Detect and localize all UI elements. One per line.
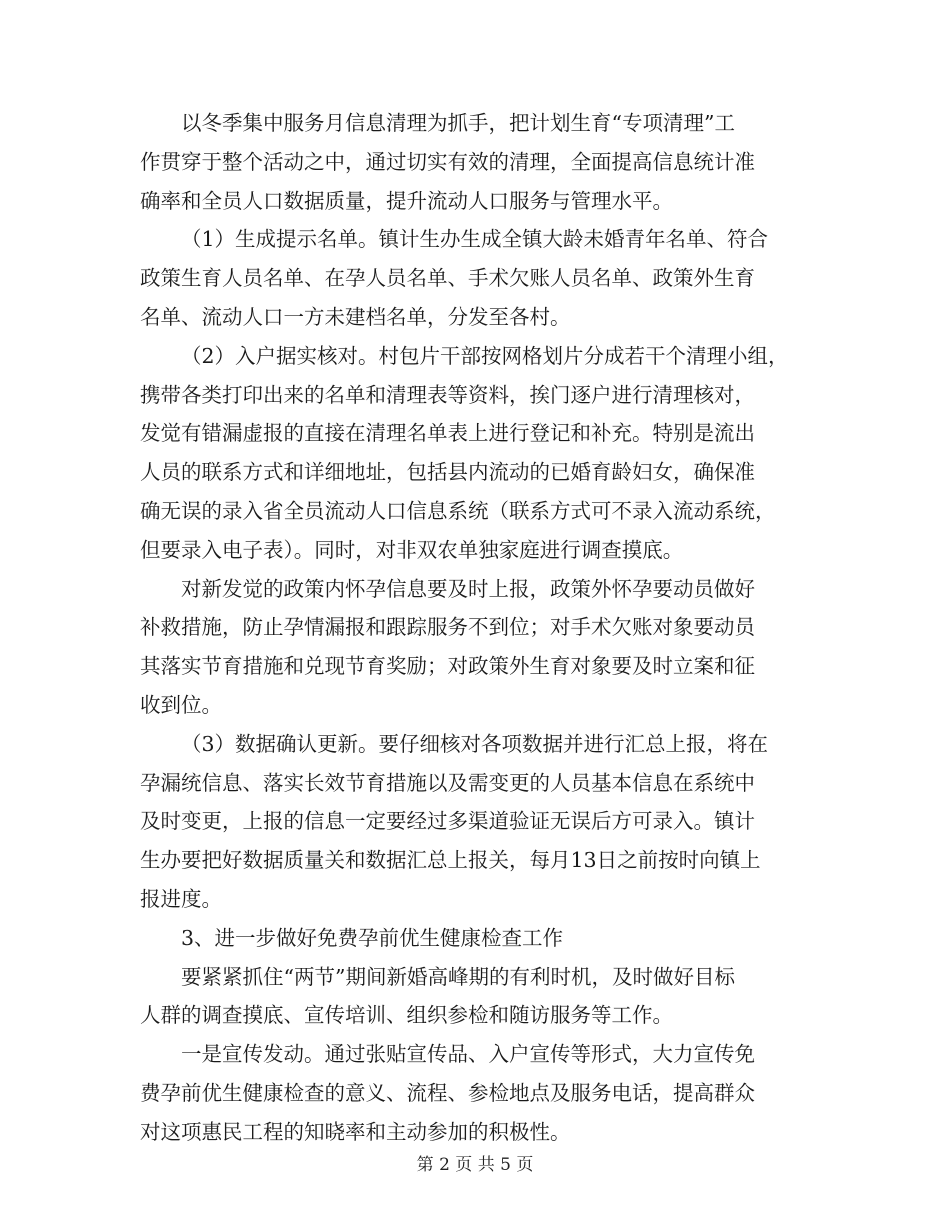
text-line: 对新发觉的政策内怀孕信息要及时上报，政策外怀孕要动员做好: [181, 576, 755, 601]
text-line: 确率和全员人口数据质量，提升流动人口服务与管理水平。: [140, 188, 673, 213]
paragraph-4: [140, 570, 810, 725]
text-line: 作贯穿于整个活动之中，通过切实有效的清理，全面提高信息统计准: [140, 149, 755, 174]
text-line: 及时变更，上报的信息一定要经过多渠道验证无误后方可录入。镇计: [140, 809, 755, 834]
text-line: 3、进一步做好免费孕前优生健康检查工作: [181, 925, 564, 950]
text-line: 费孕前优生健康检查的意义、流程、参检地点及服务电话，提高群众: [140, 1080, 755, 1105]
paragraph-5: [140, 725, 810, 919]
text-line: 孕漏统信息、落实长效节育措施以及需变更的人员基本信息在系统中: [140, 770, 755, 795]
text-line: 补救措施，防止孕情漏报和跟踪服务不到位；对手术欠账对象要动员: [140, 615, 755, 640]
text-line: （3）数据确认更新。要仔细核对各项数据并进行汇总上报，将在: [181, 731, 769, 756]
text-line: 但要录入电子表）。同时，对非双农单独家庭进行调查摸底。: [140, 537, 684, 562]
text-line: 收到位。: [140, 692, 222, 717]
text-line: 报进度。: [140, 886, 222, 911]
text-line: 其落实节育措施和兑现节育奖励；对政策外生育对象要及时立案和征: [140, 654, 755, 679]
paragraph-7: [140, 958, 810, 1036]
text-line: 人群的调查摸底、宣传培训、组织参检和随访服务等工作。: [140, 1003, 673, 1028]
paragraph-8: [140, 1035, 810, 1151]
paragraph-2: [140, 220, 810, 336]
text-line: 以冬季集中服务月信息清理为抓手，把计划生育“专项清理”工: [181, 111, 735, 135]
document-body: [140, 104, 810, 1152]
paragraph-1: [140, 104, 810, 220]
text-line: 名单、流动人口一方未建档名单，分发至各村。: [140, 304, 571, 329]
text-line: 人员的联系方式和详细地址，包括县内流动的已婚育龄妇女，确保准: [140, 460, 755, 485]
text-line: 携带各类打印出来的名单和清理表等资料，挨门逐户进行清理核对，: [140, 382, 755, 407]
section-heading: [140, 919, 810, 958]
text-line: （1）生成提示名单。镇计生办生成全镇大龄未婚青年名单、符合: [181, 227, 769, 252]
text-line: 要紧紧抓住“两节”期间新婚高峰期的有利时机，及时做好目标: [181, 964, 735, 989]
text-line: 一是宣传发动。通过张贴宣传品、入户宣传等形式，大力宣传免: [181, 1042, 755, 1067]
page-number-footer: 第 2 页 共 5 页: [416, 1155, 534, 1175]
paragraph-3: [140, 337, 810, 570]
text-line: （2）入户据实核对。村包片干部按网格划片分成若干个清理小组，: [181, 343, 789, 368]
text-line: 确无误的录入省全员流动人口信息系统（联系方式可不录入流动系统，: [140, 498, 776, 523]
text-line: 发觉有错漏虚报的直接在清理名单表上进行登记和补充。特别是流出: [140, 421, 755, 446]
text-line: 生办要把好数据质量关和数据汇总上报关，每月13日之前按时向镇上: [140, 848, 761, 873]
text-line: 对这项惠民工程的知晓率和主动参加的积极性。: [140, 1119, 571, 1144]
text-line: 政策生育人员名单、在孕人员名单、手术欠账人员名单、政策外生育: [140, 266, 755, 291]
